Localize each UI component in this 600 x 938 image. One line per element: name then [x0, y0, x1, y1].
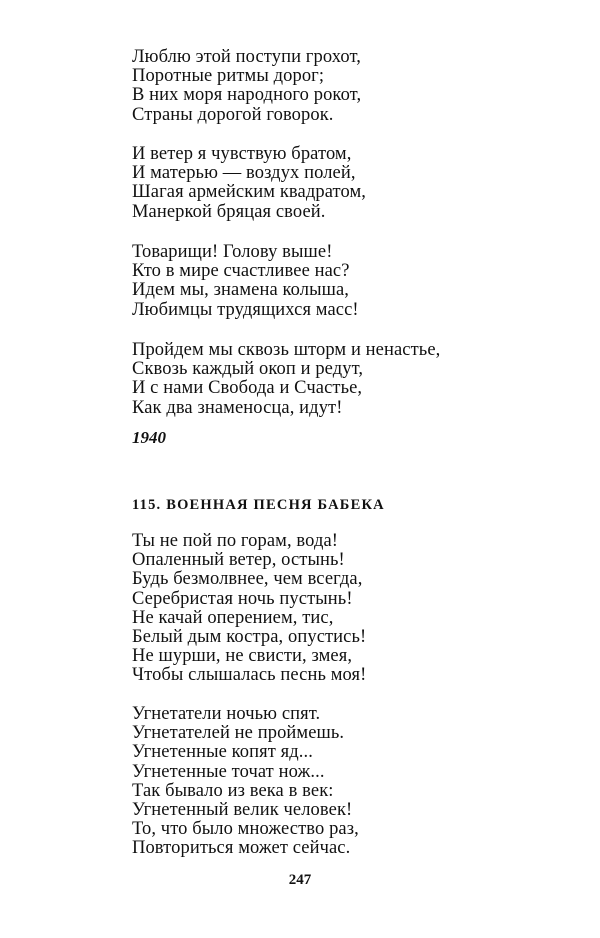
poem-line: И с нами Свобода и Счастье, [132, 378, 363, 399]
poem-line: Ты не пой по горам, вода! [132, 531, 339, 551]
poem-line: Чтобы слышалась песнь моя! [132, 665, 367, 686]
poem-line: И матерью — воздух полей, [132, 163, 356, 184]
poem-line: Опаленный ветер, остынь! [132, 550, 345, 571]
poem-line: Люблю этой поступи грохот, [132, 47, 361, 67]
poem-line: Так бывало из века в век: [132, 780, 334, 801]
poem1-stanza-3 [132, 243, 359, 320]
poem-line: Поротные ритмы дорог; [132, 66, 325, 87]
poem-line: Сквозь каждый окоп и редут, [132, 359, 364, 380]
poem-line: Угнетенные копят яд... [132, 742, 313, 763]
poem-line: Белый дым костра, опустись! [132, 627, 367, 648]
poem-line: Будь безмолвнее, чем всегда, [132, 569, 363, 590]
poem-line: Шагая армейским квадратом, [132, 182, 366, 203]
poem1-stanza-4 [132, 341, 440, 418]
poem-line: Угнетателей не проймешь. [132, 723, 345, 744]
poem-line: Серебристая ночь пустынь! [132, 588, 353, 609]
poem-line: Как два знаменосца, идут! [132, 397, 343, 418]
poem-line: Любимцы трудящихся масс! [132, 299, 359, 320]
poem2-stanza-2 [132, 705, 359, 859]
poem-line: Угнетенный велик человек! [132, 800, 353, 821]
poem-line: Кто в мире счастливее нас? [132, 261, 350, 282]
poem-title: 115. ВОЕННАЯ ПЕСНЯ БАБЕКА [132, 497, 385, 513]
poem-line: Пройдем мы сквозь шторм и ненастье, [132, 340, 441, 360]
poem-line: Манеркой бряцая своей. [132, 201, 326, 222]
poem-line: Угнетенные точат нож... [132, 761, 325, 782]
poem-line: Не качай оперением, тис, [132, 607, 334, 628]
page-number: 247 [288, 872, 312, 888]
poem-line: Товарищи! Голову выше! [132, 242, 333, 262]
poem2-stanza-1 [132, 532, 366, 686]
poem1-stanza-2 [132, 145, 366, 222]
poem-line: И ветер я чувствую братом, [132, 144, 352, 164]
poem-line: Страны дорогой говорок. [132, 104, 334, 125]
poem-line: Не шурши, не свисти, змея, [132, 646, 353, 667]
poem-line: Повториться может сейчас. [132, 838, 351, 859]
poem-line: Угнетатели ночью спят. [132, 704, 321, 724]
poem-line: То, что было множество раз, [132, 819, 359, 840]
poem1-stanza-1 [132, 48, 361, 125]
poem-line: Идем мы, знамена колыша, [132, 280, 349, 301]
poem-year: 1940 [132, 428, 166, 447]
poem-line: В них моря народного рокот, [132, 85, 362, 106]
